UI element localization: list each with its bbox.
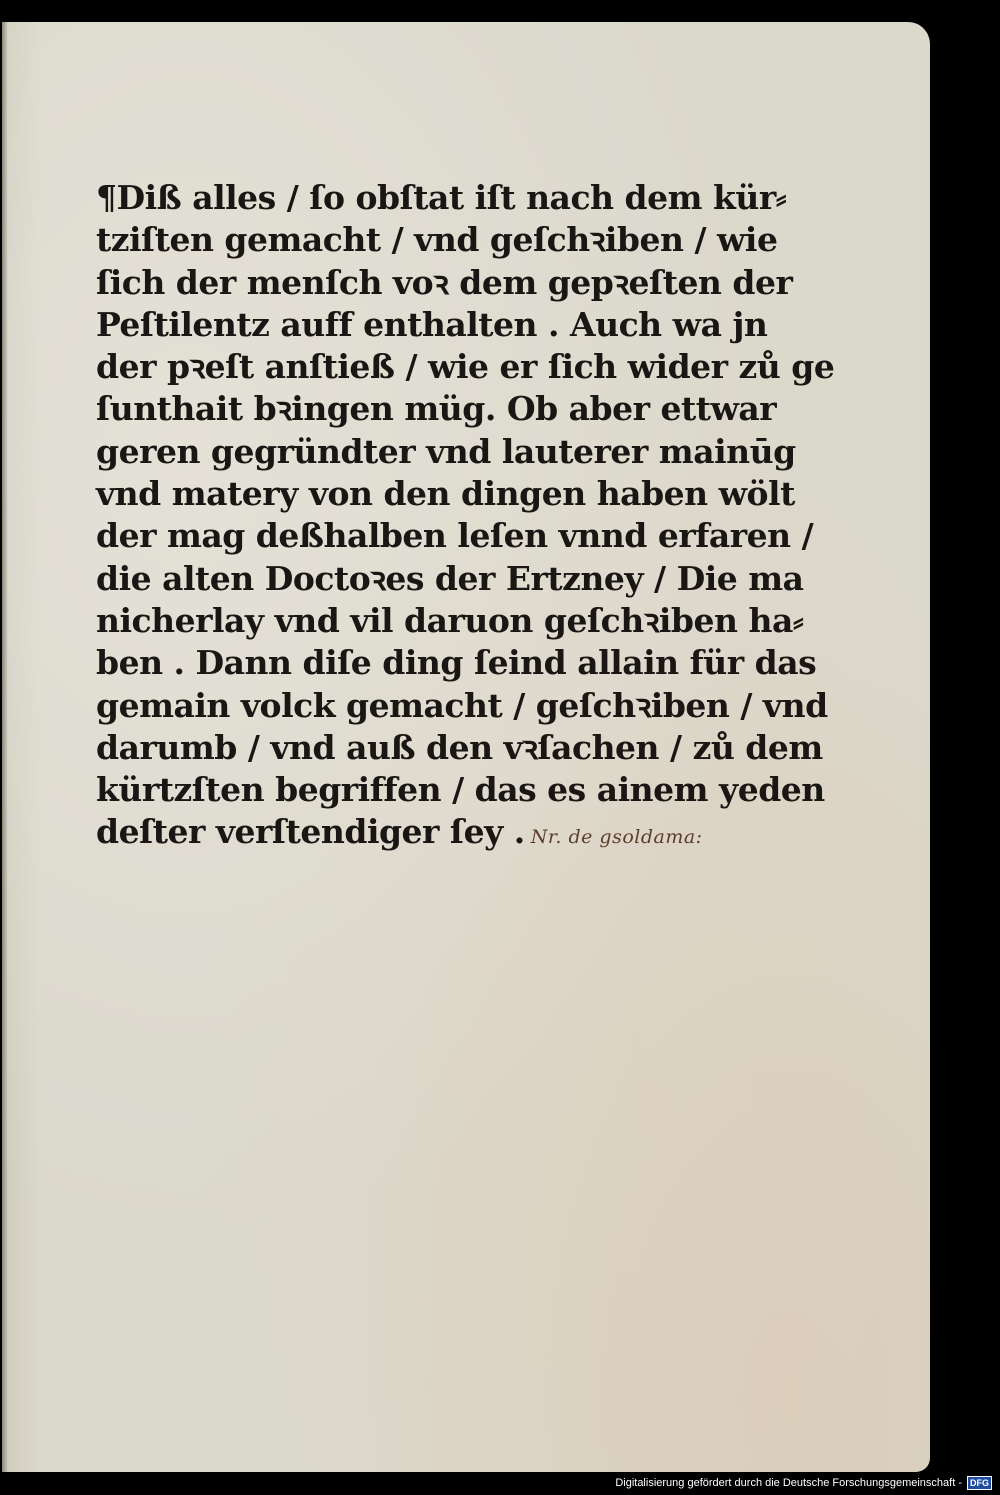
text-line-7: geren gegründter vnd lauterer mainūg	[96, 431, 796, 471]
handwritten-annotation: Nr. de gsoldama:	[530, 826, 703, 849]
text-line-6: ſunthait bꝛingen müg. Ob aber ettwar	[96, 389, 777, 429]
scanned-page	[2, 22, 930, 1472]
text-line-11: nicherlay vnd vil daruon geſchꝛiben ha⸗	[96, 600, 804, 640]
text-line-2: tziſten gemacht / vnd geſchꝛiben / wie	[96, 220, 778, 260]
text-line-1: ¶Diß alles / ſo obſtat iſt nach dem kür⸗	[96, 178, 787, 217]
digitization-credit-footer	[615, 1474, 992, 1492]
text-line-12: ben . Dann diſe ding ſeind allain für das	[96, 643, 817, 683]
text-line-10: die alten Doctoꝛes der Ertzney / Die ma	[96, 558, 804, 598]
text-line-14: darumb / vnd auß den vꝛſachen / zů dem	[96, 727, 823, 767]
text-line-9: der mag deßhalben leſen vnnd erfaren /	[96, 516, 814, 556]
text-line-4: Peſtilentz auff enthalten . Auch wa jn	[96, 304, 768, 344]
text-line-3: ſich der menſch voꝛ dem gepꝛeſten der	[96, 262, 793, 302]
text-line-15: kürtzſten begriffen / das es ainem yeden	[96, 770, 825, 810]
funding-credit-text: Digitalisierung gefördert durch die Deutsche Forschungsgemeinschaft -	[615, 1477, 962, 1489]
text-line-5: der pꝛeſt anſtieß / wie er ſich wider zů ge	[96, 347, 835, 387]
printed-text-block	[96, 177, 835, 854]
dfg-logo[interactable]: DFG	[967, 1476, 992, 1490]
page-gutter-shadow	[2, 22, 8, 1472]
text-line-13: gemain volck gemacht / geſchꝛiben / vnd	[96, 685, 828, 725]
text-line-16-printed: deſter verſtendiger ſey .	[96, 812, 525, 852]
text-line-16	[96, 811, 736, 853]
text-line-8: vnd matery von den dingen haben wölt	[96, 474, 795, 514]
